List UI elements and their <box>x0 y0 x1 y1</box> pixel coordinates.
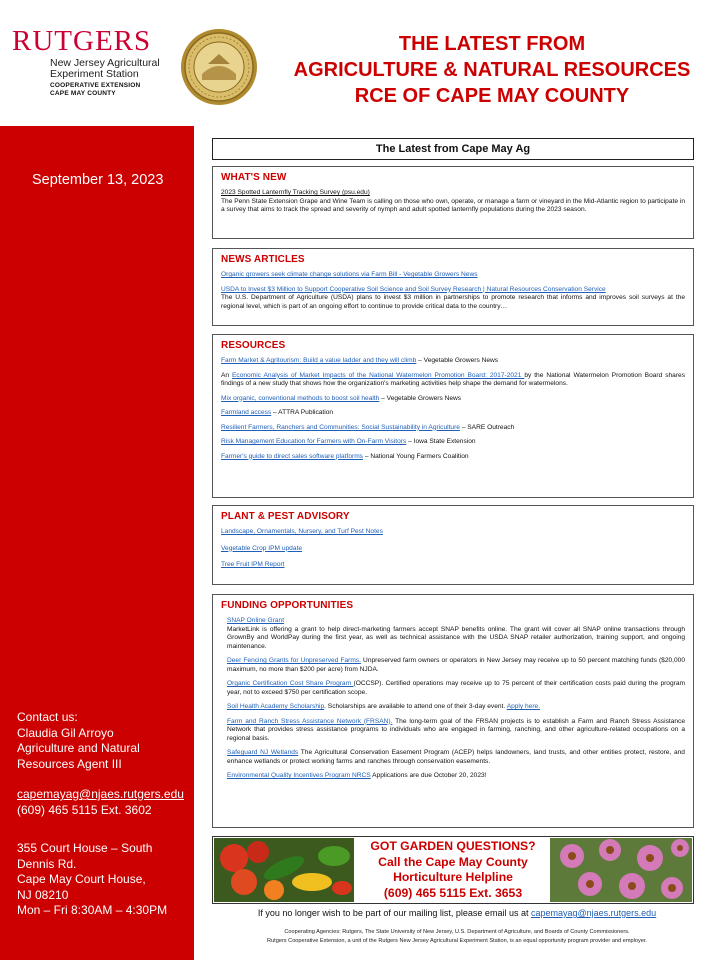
funding-link[interactable]: Organic Certification Cost Share Program <box>227 680 354 687</box>
contact-heading: Contact us: <box>17 710 78 724</box>
flowers-image <box>550 838 692 902</box>
resource-source: – SARE Outreach <box>459 423 515 431</box>
unsubscribe-note: If you no longer wish to be part of our mailing list, please email us at capemayag@njaes.rutgers.edu <box>257 908 657 918</box>
resource-source: by the National Watermelon Promotion Board shares findings of a new study that shows how the organization's marketing activities help shape the demand for watermelons. <box>221 371 685 387</box>
resource-source: – Vegetable Growers News <box>416 357 499 364</box>
survey-link[interactable]: 2023 Spotted Lanternfly Tracking Survey (psu.edu) <box>221 189 370 196</box>
funding-link[interactable]: Farm and Ranch Stress Assistance Network (FRSAN). <box>227 717 393 725</box>
funding-item <box>227 749 685 766</box>
helpline-promo <box>212 836 694 904</box>
helpline-text: GOT GARDEN QUESTIONS? Call the Cape May County Horticulture Helpline (609) 465 5115 Ext. 3653 <box>370 839 536 900</box>
section-title: NEWS ARTICLES <box>221 254 305 265</box>
survey-description: The Penn State Extension Grape and Wine Team is calling on those who own, operate, or manage a farm or vineyard in the Mid-Atlantic region to participate in a survey that aims to track the spread and severity of nymph and adult spotted lanternfly populations during the 2023 season. <box>221 197 685 213</box>
seal-icon <box>180 28 258 106</box>
funding-description: Unpreserved farm owners or operators in New Jersey may receive up to 50 percent matching funds ($20,000 maximum, no more than $200 per acre) from NJDA. <box>227 657 685 673</box>
banner-title: The Latest from Cape May Ag <box>212 138 694 160</box>
news-article-summary: The U.S. Department of Agriculture (USDA) plans to invest $3 million in partnerships to promote research that informs and improves soil surveys at the regional level, which is part of an ongoing effort to continue to provide critical data to the country… <box>221 294 685 310</box>
funding-link[interactable]: Soil Health Academy Scholarship <box>227 703 325 710</box>
apply-link[interactable]: Apply here. <box>506 703 541 710</box>
funding-item <box>227 617 685 651</box>
contact-role: Agriculture and Natural <box>17 741 140 755</box>
section-title: RESOURCES <box>221 340 286 351</box>
resource-item <box>221 438 685 447</box>
resource-source: – National Young Farmers Coalition <box>362 452 469 460</box>
page-header <box>0 0 720 126</box>
contact-phone: (609) 465 5115 Ext. 3602 <box>17 802 152 817</box>
resource-item <box>221 424 685 433</box>
news-article-link[interactable]: USDA to Invest $3 Million to Support Cooperative Soil Science and Soil Survey Research | Natural Resources Conservation Service <box>221 285 606 293</box>
resource-item <box>221 357 685 366</box>
resource-source: – ATTRA Publication <box>271 409 334 416</box>
resource-item <box>221 395 685 404</box>
advisory-link[interactable]: Landscape, Ornamentals, Nursery, and Turf Pest Notes <box>221 528 383 535</box>
newsletter-date: September 13, 2023 <box>32 172 164 188</box>
section-title: FUNDING OPPORTUNITIES <box>221 600 354 611</box>
resource-link[interactable]: Farm Market & Agritourism: Build a value ladder and they will climb <box>221 357 417 364</box>
resource-link[interactable]: Farmland access <box>221 409 272 416</box>
sidebar <box>0 126 194 960</box>
funding-item <box>227 703 685 712</box>
funding-link[interactable]: SNAP Online Grant <box>227 617 285 624</box>
section-news-articles <box>212 248 694 326</box>
funding-description: The long-term goal of the FRSAN projects is to establish a Farm and Ranch Stress Assistance Network that provides stress assistance programs to individuals who are engaged in farming, ranching, and other agriculture-related occupations on a regional basis. <box>227 717 685 742</box>
resource-item <box>221 453 685 462</box>
advisory-item <box>221 561 685 570</box>
contact-role: Resources Agent III <box>17 756 122 771</box>
contact-name: Claudia Gil Arroyo <box>17 725 114 740</box>
section-funding-opportunities <box>212 594 694 828</box>
office-hours: Mon – Fri 8:30AM – 4:30PM <box>17 903 168 917</box>
resource-link[interactable]: Risk Management Education for Farmers with On-Farm Visitors <box>221 438 407 445</box>
rutgers-logo <box>12 25 172 97</box>
advisory-item <box>221 528 685 537</box>
funding-description: MarketLink is offering a grant to help direct-marketing farmers accept SNAP benefits online. The grant will cover all SNAP online transactions through GrownBy and WorldPay during the first year, as well as technical assistance with the USDA SNAP retailer authorization, training support, and ongoing maintenance. <box>227 625 685 650</box>
advisory-link[interactable]: Tree Fruit IPM Report <box>221 561 285 568</box>
news-item <box>221 271 685 280</box>
newsletter-title: THE LATEST FROM AGRICULTURE & NATURAL RESOURCES RCE OF CAPE MAY COUNTY <box>293 33 691 107</box>
funding-description: The Agricultural Conservation Easement Program (ACEP) helps landowners, land trusts, and other entities protect, restore, and enhance wetlands or protect working farms and ranches through conservation easements. <box>227 749 685 765</box>
section-title: PLANT & PEST ADVISORY <box>221 511 350 522</box>
funding-link[interactable]: Deer Fencing Grants for Unpreserved Farms. <box>227 657 361 664</box>
funding-description: . Scholarships are available to attend one of their 3-day event. <box>324 703 507 710</box>
logo-wordmark: RUTGERS <box>12 25 152 57</box>
funding-link[interactable]: Safeguard NJ Wetlands <box>227 749 299 756</box>
section-title: WHAT'S NEW <box>221 172 287 183</box>
footer-disclaimer: Cooperating Agencies: Rutgers, The State University of New Jersey, U.S. Department of Agriculture, and Boards of County Commissioners. Rutgers Cooperative Extension, a unit of the Rutgers New Jersey Agricultural Experiment Station, is an equal opportunity program provider and employer. <box>267 929 647 944</box>
news-item <box>221 286 685 312</box>
address-block: 355 Court House – South Dennis Rd. Cape May Court House, NJ 08210 Mon – Fri 8:30AM – 4:30PM <box>17 841 187 919</box>
funding-item <box>227 772 685 781</box>
section-resources <box>212 334 694 498</box>
resource-item <box>221 409 685 418</box>
section-plant-pest-advisory <box>212 505 694 585</box>
logo-subtitle: New Jersey Agricultural Experiment Station <box>50 57 160 80</box>
resource-link[interactable]: Mix organic, conventional methods to boost soil health <box>221 394 380 402</box>
vegetables-image <box>214 838 354 902</box>
funding-description: Applications are due October 20, 2023! <box>370 772 487 779</box>
contact-block <box>17 710 184 818</box>
funding-item <box>227 680 685 697</box>
resource-link[interactable]: Farmer's guide to direct sales software platforms <box>221 452 363 460</box>
funding-description: (OCCSP). Certified operations may receive up to 75 percent of their certification costs paid during the program year, not to exceed $750 per certification scope. <box>227 680 686 696</box>
resource-source: – Vegetable Growers News <box>379 394 462 402</box>
resource-source: – Iowa State Extension <box>406 438 476 445</box>
advisory-item <box>221 545 685 554</box>
logo-unit: COOPERATIVE EXTENSION CAPE MAY COUNTY <box>50 82 141 97</box>
section-whats-new <box>212 166 694 239</box>
resource-link[interactable]: Resilient Farmers, Ranchers and Communities: Social Sustainability in Agriculture <box>221 423 460 431</box>
funding-item <box>227 718 685 744</box>
news-article-link[interactable]: Organic growers seek climate change solutions via Farm Bill - Vegetable Growers News <box>221 271 478 278</box>
funding-link[interactable]: Environmental Quality Incentives Program NRCS <box>227 772 371 779</box>
resource-link[interactable]: Economic Analysis of Market Impacts of the National Watermelon Promotion Board: 2017-2021 <box>232 371 525 379</box>
advisory-link[interactable]: Vegetable Crop IPM update <box>221 544 303 552</box>
unsubscribe-email-link[interactable]: capemayag@njaes.rutgers.edu <box>530 908 657 918</box>
funding-item <box>227 657 685 674</box>
contact-email-link[interactable]: capemayag@njaes.rutgers.edu <box>17 787 184 801</box>
resource-prefix: An <box>221 371 233 379</box>
resource-item <box>221 372 685 389</box>
